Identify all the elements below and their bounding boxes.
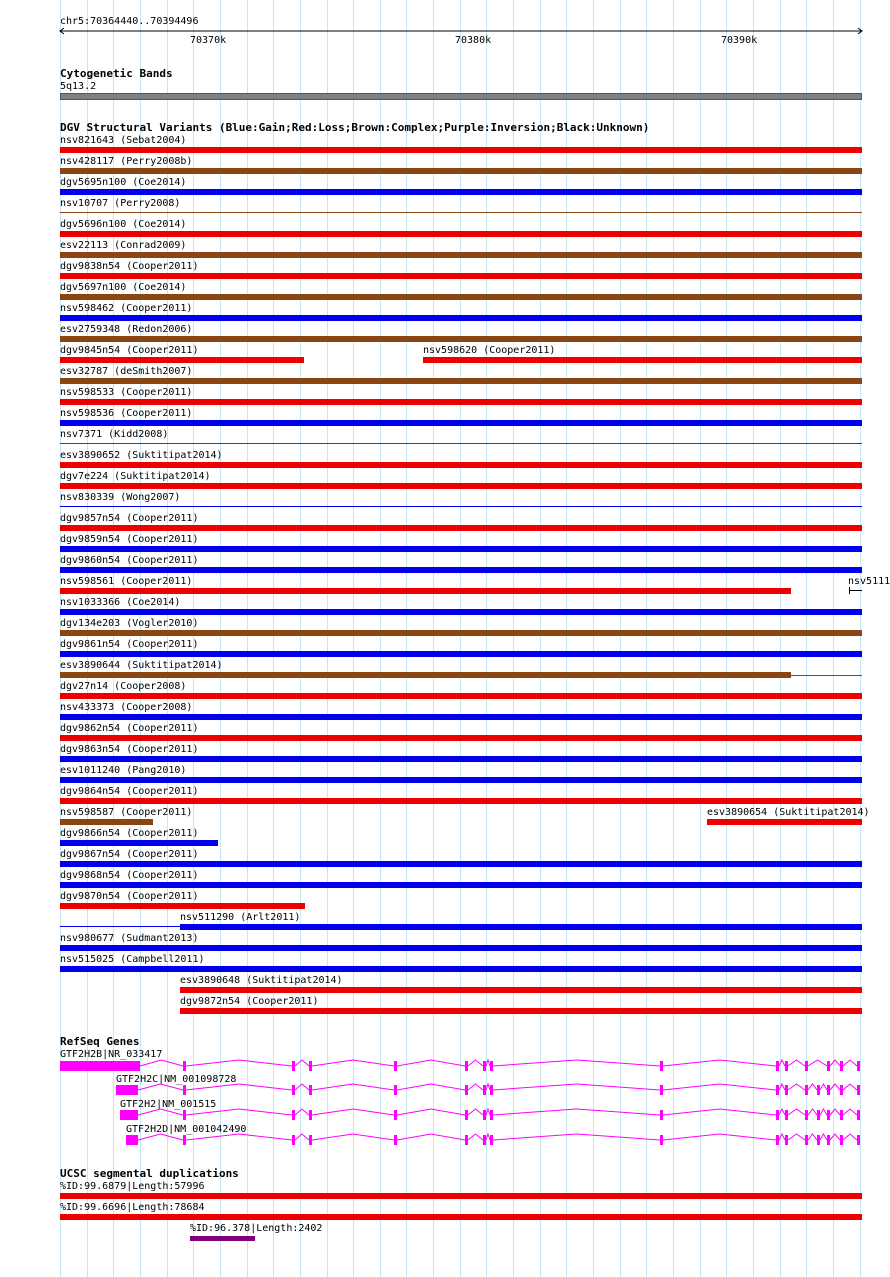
gene-intron-line bbox=[486, 1109, 490, 1115]
dgv-feature-label: dgv134e203 (Vogler2010) bbox=[60, 618, 199, 629]
gene-exon bbox=[465, 1135, 468, 1145]
gene-intron-line bbox=[468, 1109, 483, 1115]
gene-exon bbox=[394, 1085, 397, 1095]
gene-exon bbox=[394, 1110, 397, 1120]
gene-exon bbox=[805, 1085, 808, 1095]
gene-exon bbox=[840, 1061, 843, 1071]
dgv-feature-label: dgv5697n100 (Coe2014) bbox=[60, 282, 187, 293]
gene-exon bbox=[805, 1110, 808, 1120]
gene-utr-block bbox=[120, 1110, 138, 1120]
gene-intron-line bbox=[843, 1084, 857, 1090]
segdup-label: %ID:99.6879|Length:57996 bbox=[60, 1181, 205, 1192]
gene-exon bbox=[490, 1085, 493, 1095]
gene-exon bbox=[805, 1135, 808, 1145]
gene-intron-line bbox=[186, 1109, 292, 1115]
dgv-feature-label: dgv7e224 (Suktitipat2014) bbox=[60, 471, 211, 482]
gene-intron-line bbox=[808, 1060, 827, 1066]
dgv-feature-label: nsv511290 (Arlt2011) bbox=[180, 912, 301, 923]
segdup-bar[interactable] bbox=[190, 1236, 255, 1241]
gene-intron-line bbox=[468, 1060, 483, 1066]
gene-exon bbox=[857, 1061, 860, 1071]
ruler-tick-label: 70380k bbox=[455, 35, 492, 46]
gene-intron-line bbox=[493, 1109, 660, 1115]
gene-exon bbox=[817, 1135, 820, 1145]
dgv-side-label: esv3890654 (Suktitipat2014) bbox=[707, 807, 870, 818]
gene-exon bbox=[776, 1110, 779, 1120]
gene-exon bbox=[660, 1110, 663, 1120]
gene-exon bbox=[785, 1110, 788, 1120]
dgv-feature-label: nsv598462 (Cooper2011) bbox=[60, 303, 193, 314]
dgv-feature-label: nsv515025 (Campbell2011) bbox=[60, 954, 205, 965]
gene-label[interactable]: GTF2H2|NM_001515 bbox=[120, 1099, 217, 1110]
gene-intron-line bbox=[486, 1134, 490, 1140]
dgv-feature-label: nsv598536 (Cooper2011) bbox=[60, 408, 193, 419]
gene-exon bbox=[857, 1110, 860, 1120]
gene-exon bbox=[183, 1085, 186, 1095]
gene-intron-line bbox=[186, 1060, 292, 1066]
gene-utr-block bbox=[116, 1085, 138, 1095]
gene-exon bbox=[660, 1085, 663, 1095]
dgv-feature-label: dgv9861n54 (Cooper2011) bbox=[60, 639, 199, 650]
dgv-feature-label: nsv598561 (Cooper2011) bbox=[60, 576, 193, 587]
gene-intron-line bbox=[843, 1109, 857, 1115]
gene-intron-line bbox=[468, 1084, 483, 1090]
dgv-feature-label: dgv9872n54 (Cooper2011) bbox=[180, 996, 319, 1007]
gene-intron-line bbox=[295, 1109, 309, 1115]
gene-exon bbox=[483, 1085, 486, 1095]
dgv-feature-label: nsv598533 (Cooper2011) bbox=[60, 387, 193, 398]
dgv-feature-label: dgv9870n54 (Cooper2011) bbox=[60, 891, 199, 902]
gene-intron-line bbox=[138, 1109, 183, 1115]
gene-intron-line bbox=[397, 1109, 465, 1115]
gene-intron-line bbox=[663, 1060, 776, 1066]
gene-exon bbox=[465, 1061, 468, 1071]
gene-exon bbox=[785, 1085, 788, 1095]
dgv-feature-label: dgv5696n100 (Coe2014) bbox=[60, 219, 187, 230]
dgv-feature-label: dgv9866n54 (Cooper2011) bbox=[60, 828, 199, 839]
dgv-feature-label: dgv9838n54 (Cooper2011) bbox=[60, 261, 199, 272]
gene-utr-block bbox=[126, 1135, 138, 1145]
gene-intron-line bbox=[779, 1060, 785, 1066]
gene-intron-line bbox=[486, 1084, 490, 1090]
gene-intron-line bbox=[140, 1060, 183, 1066]
gene-intron-line bbox=[663, 1084, 776, 1090]
gene-intron-line bbox=[788, 1109, 805, 1115]
gene-intron-line bbox=[808, 1134, 817, 1140]
dgv-feature-label: dgv9864n54 (Cooper2011) bbox=[60, 786, 199, 797]
gene-intron-line bbox=[486, 1060, 490, 1066]
dgv-feature-label: nsv10707 (Perry2008) bbox=[60, 198, 181, 209]
dgv-feature-label: esv32787 (deSmith2007) bbox=[60, 366, 193, 377]
dgv-feature-label: dgv9867n54 (Cooper2011) bbox=[60, 849, 199, 860]
gene-intron-line bbox=[138, 1134, 183, 1140]
position-label: chr5:70364440..70394496 bbox=[60, 16, 199, 27]
gene-exon bbox=[465, 1110, 468, 1120]
dgv-feature-label: nsv7371 (Kidd2008) bbox=[60, 429, 169, 440]
gene-intron-line bbox=[788, 1060, 805, 1066]
gene-exon bbox=[827, 1061, 830, 1071]
dgv-feature-label: esv3890648 (Suktitipat2014) bbox=[180, 975, 343, 986]
gene-exon bbox=[183, 1110, 186, 1120]
gene-exon bbox=[309, 1061, 312, 1071]
dgv-side-label: nsv598620 (Cooper2011) bbox=[423, 345, 556, 356]
gene-intron-line bbox=[779, 1134, 785, 1140]
gene-exon bbox=[857, 1135, 860, 1145]
gene-exon bbox=[776, 1085, 779, 1095]
gene-intron-line bbox=[820, 1134, 827, 1140]
gene-exon bbox=[805, 1061, 808, 1071]
gene-exon bbox=[183, 1135, 186, 1145]
ruler-tick-label: 70390k bbox=[721, 35, 758, 46]
gene-exon bbox=[309, 1110, 312, 1120]
gene-intron-line bbox=[663, 1134, 776, 1140]
gene-intron-line bbox=[493, 1084, 660, 1090]
gene-intron-line bbox=[138, 1084, 183, 1090]
gene-intron-line bbox=[808, 1084, 817, 1090]
gene-intron-line bbox=[663, 1109, 776, 1115]
gene-intron-line bbox=[830, 1060, 840, 1066]
gene-exon bbox=[309, 1085, 312, 1095]
gene-exon bbox=[490, 1110, 493, 1120]
gene-exon bbox=[785, 1061, 788, 1071]
dgv-feature-label: nsv598587 (Cooper2011) bbox=[60, 807, 193, 818]
dgv-feature-label: nsv1033366 (Coe2014) bbox=[60, 597, 181, 608]
gene-intron-line bbox=[830, 1084, 840, 1090]
gene-exon bbox=[309, 1135, 312, 1145]
gene-intron-line bbox=[779, 1109, 785, 1115]
gene-exon bbox=[776, 1135, 779, 1145]
gene-intron-line bbox=[830, 1109, 840, 1115]
gene-exon bbox=[483, 1061, 486, 1071]
gene-utr-block bbox=[60, 1061, 140, 1071]
gene-exon bbox=[183, 1061, 186, 1071]
gene-exon bbox=[840, 1085, 843, 1095]
gene-intron-line bbox=[779, 1084, 785, 1090]
gene-intron-line bbox=[843, 1060, 857, 1066]
gene-intron-line bbox=[397, 1134, 465, 1140]
dgv-feature-label: nsv830339 (Wong2007) bbox=[60, 492, 181, 503]
gene-intron-line bbox=[493, 1060, 660, 1066]
ruler-tick-label: 70370k bbox=[190, 35, 227, 46]
gene-label[interactable]: GTF2H2B|NR_033417 bbox=[60, 1049, 163, 1060]
dgv-feature-label: dgv9868n54 (Cooper2011) bbox=[60, 870, 199, 881]
gene-label[interactable]: GTF2H2C|NM_001098728 bbox=[116, 1074, 237, 1085]
gene-exon bbox=[292, 1061, 295, 1071]
dgv-feature-label: esv3890652 (Suktitipat2014) bbox=[60, 450, 223, 461]
gene-exon bbox=[292, 1135, 295, 1145]
segdup-bar[interactable] bbox=[60, 1214, 862, 1220]
gene-exon bbox=[483, 1135, 486, 1145]
gene-intron-line bbox=[788, 1084, 805, 1090]
gene-intron-line bbox=[820, 1109, 827, 1115]
gene-exon bbox=[660, 1061, 663, 1071]
gene-exon bbox=[840, 1110, 843, 1120]
gene-exon bbox=[840, 1135, 843, 1145]
segdup-label: %ID:96.378|Length:2402 bbox=[190, 1223, 323, 1234]
gene-exon bbox=[660, 1135, 663, 1145]
refseq-track-title[interactable]: RefSeq Genes bbox=[60, 1035, 140, 1048]
gene-exon bbox=[817, 1085, 820, 1095]
gene-intron-line bbox=[397, 1084, 465, 1090]
dgv-feature-label: esv3890644 (Suktitipat2014) bbox=[60, 660, 223, 671]
gene-intron-line bbox=[468, 1134, 483, 1140]
segdup-label: %ID:99.6696|Length:78684 bbox=[60, 1202, 205, 1213]
gene-exon bbox=[827, 1085, 830, 1095]
gene-intron-line bbox=[820, 1084, 827, 1090]
gene-label[interactable]: GTF2H2D|NM_001042490 bbox=[126, 1124, 247, 1135]
gene-intron-line bbox=[186, 1084, 292, 1090]
gene-exon bbox=[490, 1061, 493, 1071]
gene-intron-line bbox=[312, 1134, 394, 1140]
dgv-feature-label: dgv5695n100 (Coe2014) bbox=[60, 177, 187, 188]
dgv-feature-label: dgv9859n54 (Cooper2011) bbox=[60, 534, 199, 545]
gene-intron-line bbox=[493, 1134, 660, 1140]
gene-exon bbox=[817, 1110, 820, 1120]
gene-exon bbox=[394, 1061, 397, 1071]
gene-intron-line bbox=[312, 1060, 394, 1066]
gene-exon bbox=[292, 1085, 295, 1095]
dgv-feature-label: nsv428117 (Perry2008b) bbox=[60, 156, 193, 167]
dgv-feature-label: nsv821643 (Sebat2004) bbox=[60, 135, 187, 146]
gene-exon bbox=[785, 1135, 788, 1145]
gene-intron-line bbox=[295, 1060, 309, 1066]
cytoband-label: 5q13.2 bbox=[60, 81, 97, 92]
dgv-feature-label: nsv433373 (Cooper2008) bbox=[60, 702, 193, 713]
gene-intron-line bbox=[295, 1084, 309, 1090]
gene-exon bbox=[776, 1061, 779, 1071]
dgv-feature-label: dgv9860n54 (Cooper2011) bbox=[60, 555, 199, 566]
gene-intron-line bbox=[843, 1134, 857, 1140]
dgv-feature-label: esv1011240 (Pang2010) bbox=[60, 765, 187, 776]
dgv-track-title[interactable]: DGV Structural Variants (Blue:Gain;Red:Loss;Brown:Complex;Purple:Inversion;Black:Unknown) bbox=[60, 121, 650, 134]
gene-exon bbox=[490, 1135, 493, 1145]
gene-intron-line bbox=[830, 1134, 840, 1140]
gene-exon bbox=[394, 1135, 397, 1145]
dgv-feature-label: dgv9857n54 (Cooper2011) bbox=[60, 513, 199, 524]
gene-intron-line bbox=[186, 1134, 292, 1140]
gene-exon bbox=[827, 1135, 830, 1145]
gene-intron-line bbox=[295, 1134, 309, 1140]
cytoband-track-title[interactable]: Cytogenetic Bands bbox=[60, 67, 173, 80]
segdup-bar[interactable] bbox=[60, 1193, 862, 1199]
gene-exon bbox=[827, 1110, 830, 1120]
segdup-track-title[interactable]: UCSC segmental duplications bbox=[60, 1167, 239, 1180]
gene-exon bbox=[292, 1110, 295, 1120]
dgv-feature-label: nsv980677 (Sudmant2013) bbox=[60, 933, 199, 944]
gene-exon bbox=[483, 1110, 486, 1120]
gene-intron-line bbox=[312, 1109, 394, 1115]
dgv-feature-label: esv22113 (Conrad2009) bbox=[60, 240, 187, 251]
dgv-feature-label: dgv9863n54 (Cooper2011) bbox=[60, 744, 199, 755]
gene-exon bbox=[465, 1085, 468, 1095]
dgv-feature-label: dgv9845n54 (Cooper2011) bbox=[60, 345, 199, 356]
gene-intron-line bbox=[808, 1109, 817, 1115]
dgv-feature-label: esv2759348 (Redon2006) bbox=[60, 324, 193, 335]
dgv-feature-label: dgv27n14 (Cooper2008) bbox=[60, 681, 187, 692]
gene-intron-line bbox=[312, 1084, 394, 1090]
dgv-side-label: nsv5111 bbox=[848, 576, 890, 587]
dgv-feature-label: dgv9862n54 (Cooper2011) bbox=[60, 723, 199, 734]
gene-intron-line bbox=[788, 1134, 805, 1140]
gene-intron-line bbox=[397, 1060, 465, 1066]
gene-exon bbox=[857, 1085, 860, 1095]
